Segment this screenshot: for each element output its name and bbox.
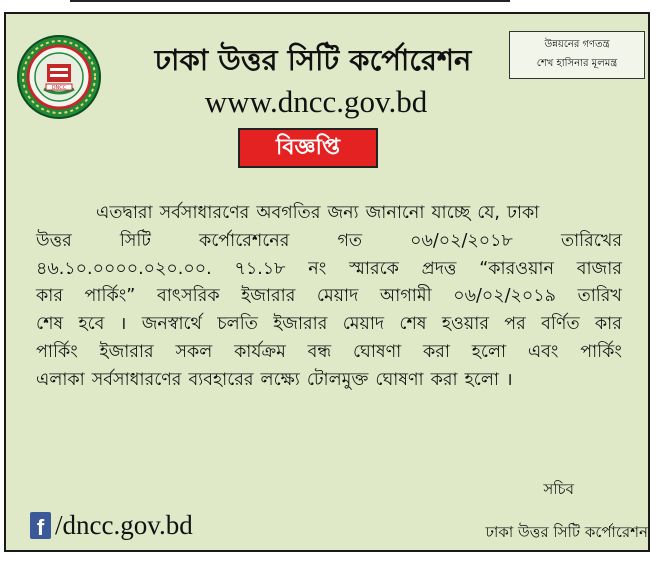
body-word: ইজারার <box>241 286 296 307</box>
body-word: এবং <box>527 341 559 362</box>
body-word: বাজার <box>576 258 622 279</box>
body-word: লক্ষ্যে <box>260 369 300 390</box>
body-word: ব্যবহারের <box>188 369 254 390</box>
facebook-icon: f <box>30 512 51 539</box>
facebook-handle: /dncc.gov.bd <box>55 510 193 540</box>
body-word: পার্কিং” <box>84 286 136 307</box>
body-word: হওয়ার <box>441 314 489 335</box>
body-word: যাচ্ছে <box>431 203 471 223</box>
body-word: । <box>505 369 513 390</box>
body-word: নং <box>308 258 327 279</box>
body-word: বাৎসরিক <box>156 286 220 307</box>
body-word: গত <box>337 230 363 251</box>
body-word: পর <box>504 314 526 335</box>
notice-body <box>36 200 622 395</box>
body-word: বর্ণিত <box>541 314 580 335</box>
body-word: পার্কিং <box>36 341 78 362</box>
body-word: ঢাকা <box>506 203 540 223</box>
body-word: । <box>119 314 127 335</box>
body-line-1 <box>36 200 622 228</box>
facebook-link[interactable] <box>30 510 193 541</box>
body-word: ইজারার <box>273 314 328 335</box>
body-word: ৪৬.১০.০০০০.০২০.০০. <box>36 258 212 279</box>
body-word: ঘোষণা <box>375 369 424 390</box>
body-word: কার <box>36 286 63 307</box>
body-word: শেষ <box>36 314 64 335</box>
body-line-7 <box>36 367 622 395</box>
body-line-3 <box>36 256 622 284</box>
body-word: আগামী <box>379 286 432 307</box>
body-word: মেয়াদ <box>316 286 359 307</box>
svg-text:DNCC: DNCC <box>51 85 67 91</box>
body-word: জনস্বার্থে <box>141 314 202 335</box>
top-rule <box>70 0 510 2</box>
dncc-seal-icon <box>16 34 102 120</box>
notice-heading: বিজ্ঞপ্তি <box>276 134 340 160</box>
signatory-block <box>408 478 648 546</box>
body-word: সকল <box>175 341 213 362</box>
body-word: করা <box>423 341 450 362</box>
signatory-org: ঢাকা উত্তর সিটি কর্পোরেশন <box>485 523 648 541</box>
body-word: কার্যক্রম <box>234 341 286 362</box>
body-word: তারিখের <box>560 230 622 251</box>
body-word: ০৬/০২/২০১৯ <box>453 286 556 307</box>
body-word: বন্ধ <box>307 341 332 362</box>
body-word: টোলমুক্ত <box>306 369 369 390</box>
body-word: করা <box>430 369 458 390</box>
page-title: ঢাকা উত্তর সিটি কর্পোরেশন <box>154 43 472 77</box>
body-word: ইজারার <box>99 341 154 362</box>
body-word: প্রদত্ত <box>421 258 457 279</box>
body-word: পার্কিং <box>580 341 622 362</box>
body-word: যে, <box>477 203 500 223</box>
body-line-2 <box>36 228 622 256</box>
body-word: এলাকা <box>36 369 85 390</box>
body-word: হলো <box>471 341 507 362</box>
body-word: ৭১.১৮ <box>234 258 286 279</box>
body-line-5 <box>36 311 622 339</box>
body-line-4 <box>36 283 622 311</box>
body-word: সিটি <box>119 230 151 251</box>
body-word: সর্বসাধারণের <box>159 203 250 223</box>
website-url: www.dncc.gov.bd <box>204 84 428 119</box>
body-word: সর্বসাধারণের <box>91 369 182 390</box>
notice-heading-box <box>238 128 378 168</box>
slogan-line-2: শেখ হাসিনার মূলমন্ত্র <box>536 58 618 69</box>
slogan-line-1: উন্নয়নের গণতন্ত্র <box>544 39 610 50</box>
body-word: জন্য <box>327 203 359 223</box>
body-word: এতদ্বারা <box>96 203 153 223</box>
body-word: ০৬/০২/২০১৮ <box>410 230 513 251</box>
body-word: স্মারকে <box>349 258 399 279</box>
body-word: ঘোষণা <box>352 341 402 362</box>
signatory-title: সচিব <box>543 480 574 498</box>
body-word: চলতি <box>217 314 258 335</box>
body-word: “কারওয়ান <box>479 258 554 279</box>
slogan-box <box>509 31 645 79</box>
body-word: মেয়াদ <box>342 314 385 335</box>
body-word: শেষ <box>399 314 427 335</box>
body-word: উত্তর <box>36 230 72 251</box>
body-word: জানানো <box>365 203 425 223</box>
body-word: কার <box>594 314 622 335</box>
body-word: হলো <box>464 369 499 390</box>
body-word: অবগতির <box>256 203 321 223</box>
body-word: হবে <box>78 314 105 335</box>
body-line-6 <box>36 339 622 367</box>
body-word: কর্পোরেশনের <box>199 230 290 251</box>
body-word: তারিখ <box>577 286 622 307</box>
